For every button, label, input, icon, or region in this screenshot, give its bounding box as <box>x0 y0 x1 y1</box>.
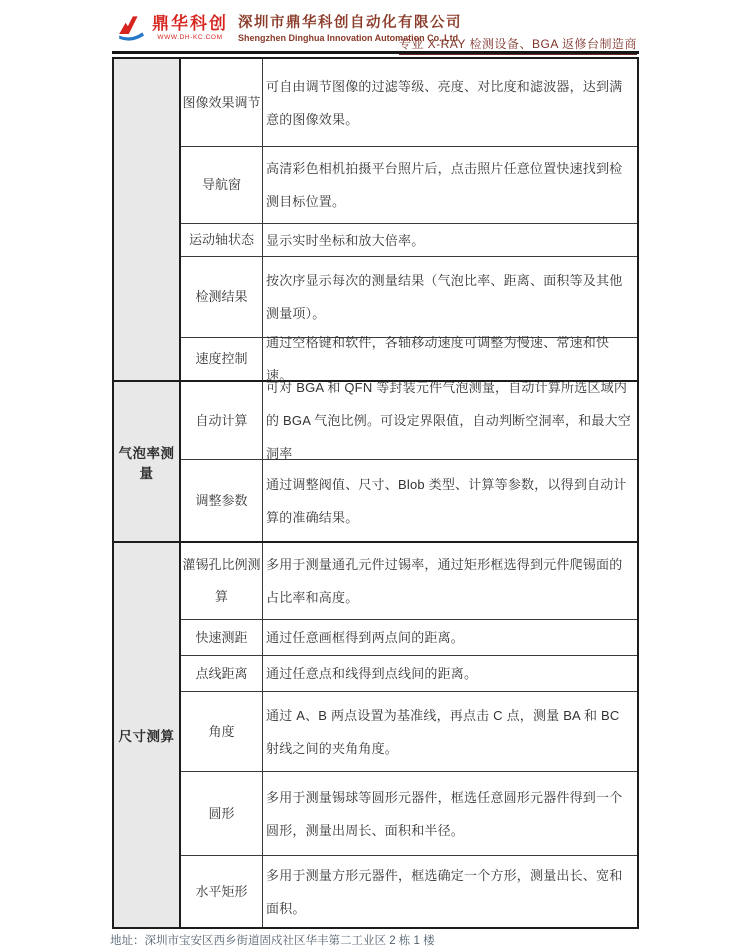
row-description: 高清彩色相机拍摄平台照片后，点击照片任意位置快速找到检测目标位置。 <box>266 161 623 209</box>
table-section-software-ui <box>114 59 637 383</box>
row-label: 检测结果 <box>181 257 263 337</box>
row-label: 运动轴状态 <box>181 224 263 256</box>
section-label-dimension: 尺寸测算 <box>114 543 181 927</box>
table-row <box>181 855 637 927</box>
row-label: 圆形 <box>181 772 263 855</box>
row-label: 水平矩形 <box>181 856 263 927</box>
spec-table <box>112 57 639 929</box>
table-row <box>181 459 637 541</box>
row-description: 多用于测量锡球等圆形元器件，框选任意圆形元器件得到一个圆形，测量出周长、面积和半径。 <box>266 789 623 838</box>
table-section-bubble-rate <box>114 380 637 541</box>
table-row <box>181 146 637 223</box>
row-description: 通过任意点和线得到点线间的距离。 <box>266 666 478 681</box>
table-row <box>181 655 637 691</box>
row-label: 图像效果调节 <box>181 59 263 146</box>
table-row <box>181 256 637 337</box>
row-label: 灌锡孔比例测算 <box>181 543 263 619</box>
section-label-bubble-rate: 气泡率测量 <box>114 382 181 541</box>
table-row <box>181 59 637 146</box>
row-description: 通过 A、B 两点设置为基准线，再点击 C 点，测量 BA 和 BC 射线之间的夹角角度。 <box>266 707 620 756</box>
company-tagline: 专业 X-RAY 检测设备、BGA 返修台制造商 <box>399 35 637 55</box>
row-label: 自动计算 <box>181 382 263 459</box>
table-row <box>181 691 637 771</box>
header-divider <box>112 51 639 54</box>
table-row <box>181 771 637 855</box>
row-label: 点线距离 <box>181 656 263 691</box>
table-row <box>181 382 637 459</box>
dinghua-logo-icon <box>116 14 148 46</box>
section-rows <box>181 59 637 383</box>
row-description: 显示实时坐标和放大倍率。 <box>266 232 425 248</box>
row-description: 按次序显示每次的测量结果（气泡比率、距离、面积等及其他测量项）。 <box>266 273 623 321</box>
section-rows <box>181 382 637 541</box>
table-section-dimension <box>114 541 637 927</box>
row-description: 可对 BGA 和 QFN 等封装元件气泡测量，自动计算所选区域内的 BGA 气泡比例。可设定界限值，自动判断空洞率，和最大空洞率 <box>266 380 631 461</box>
row-label: 导航窗 <box>181 147 263 223</box>
row-description: 多用于测量通孔元件过锡率，通过矩形框选得到元件爬锡面的占比率和高度。 <box>266 557 623 605</box>
row-description: 可自由调节图像的过滤等级、亮度、对比度和滤波器，达到满意的图像效果。 <box>266 78 623 127</box>
row-label: 调整参数 <box>181 460 263 541</box>
brand-name: 鼎华科创 <box>152 14 228 33</box>
brand-website: WWW.DH-KC.COM <box>157 34 223 41</box>
row-description: 通过空格键和软件，各轴移动速度可调整为慢速、常速和快速。 <box>266 335 610 383</box>
table-row <box>181 619 637 655</box>
table-row <box>181 223 637 256</box>
company-name-en: Shengzhen Dinghua Innovation Automation Co.,Ltd <box>238 33 459 43</box>
row-description: 通过调整阀值、尺寸、Blob 类型、计算等参数，以得到自动计算的准确结果。 <box>266 476 627 525</box>
brand-block <box>152 14 228 42</box>
row-description: 通过任意画框得到两点间的距离。 <box>266 630 465 645</box>
page-header <box>112 10 639 57</box>
company-name-cn: 深圳市鼎华科创自动化有限公司 <box>238 15 462 31</box>
row-label: 速度控制 <box>181 338 263 380</box>
footer-address-partial: 地址：深圳市宝安区西乡街道固戍社区华丰第二工业区 2 栋 1 楼 <box>110 935 435 947</box>
section-label-empty <box>114 59 181 380</box>
row-label: 角度 <box>181 692 263 771</box>
row-description: 多用于测量方形元器件，框选确定一个方形，测量出长、宽和面积。 <box>266 867 623 916</box>
section-rows <box>181 543 637 927</box>
table-row <box>181 543 637 619</box>
row-label: 快速测距 <box>181 620 263 655</box>
